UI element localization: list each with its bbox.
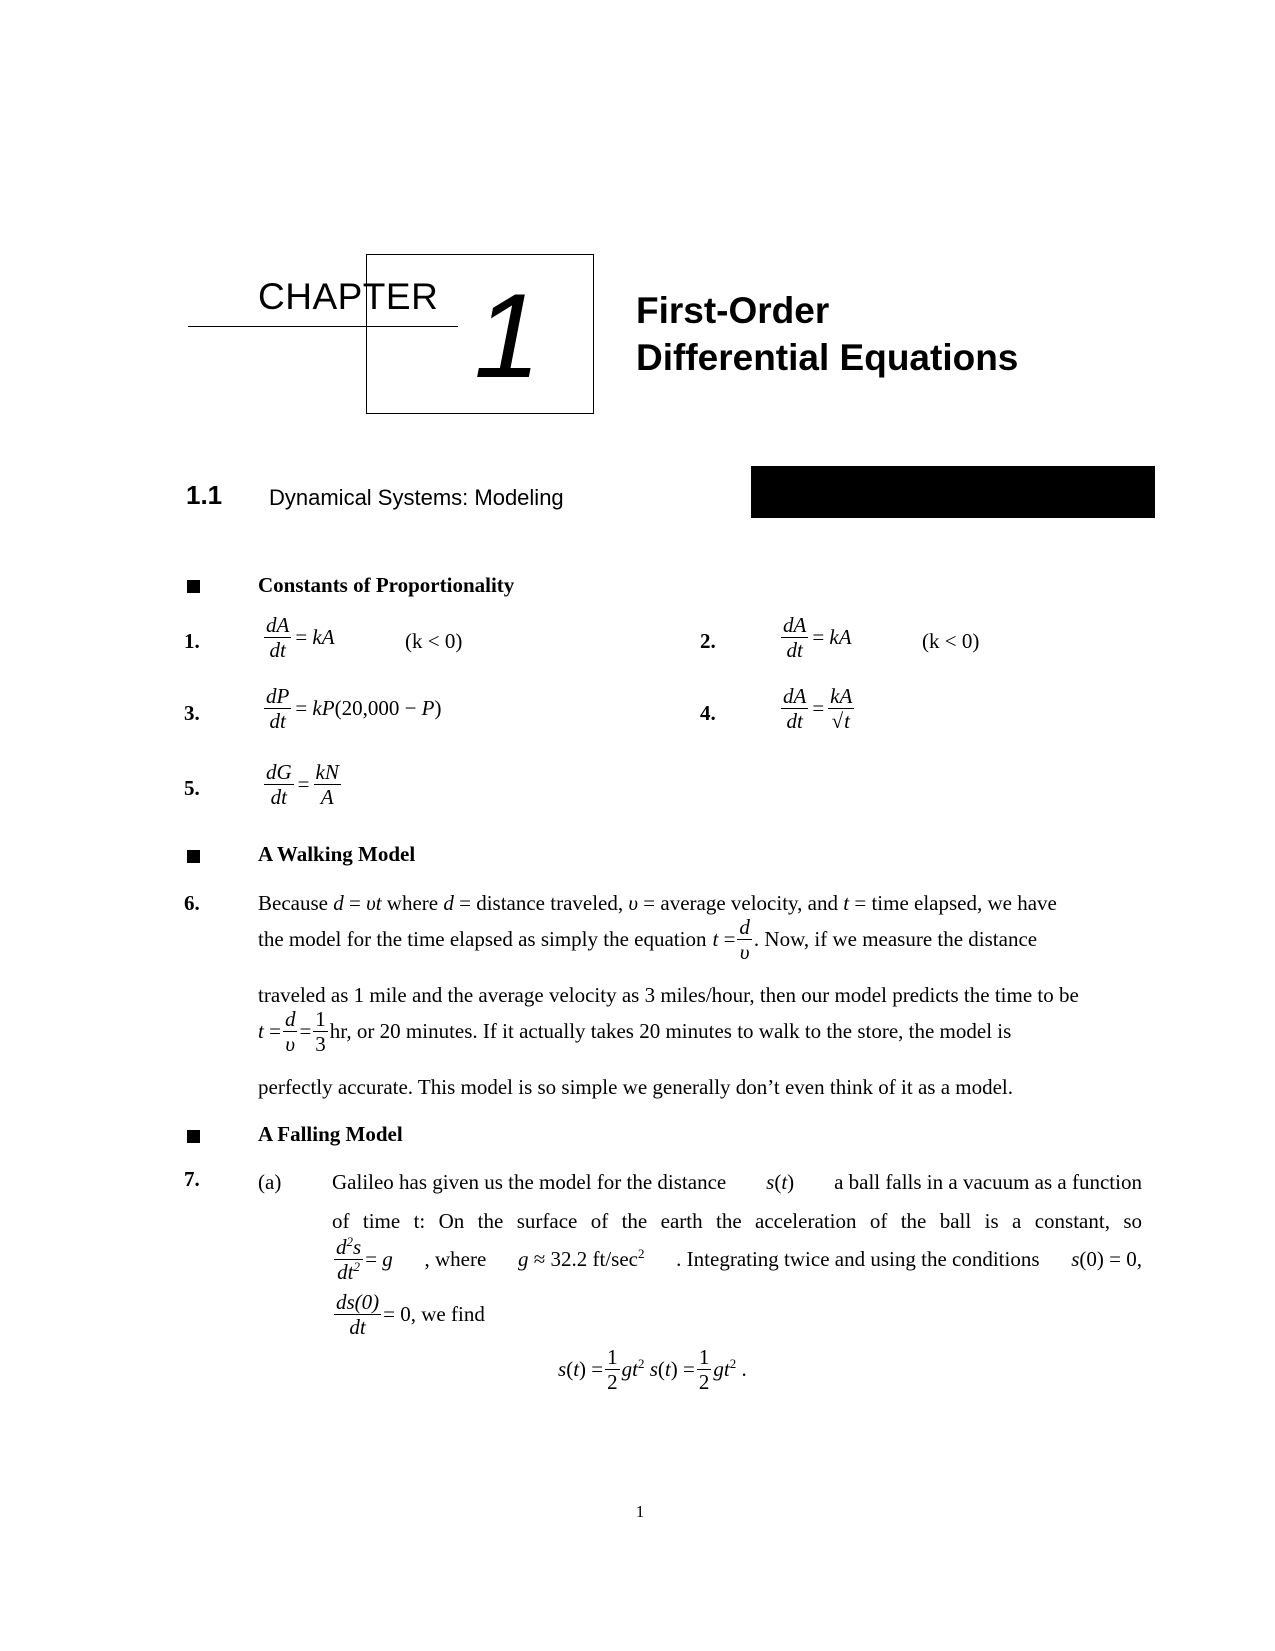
problem-5-label: 5. xyxy=(184,776,200,800)
text-span: where xyxy=(386,891,439,915)
page-number: 1 xyxy=(635,1502,645,1521)
text-span: Because xyxy=(258,891,328,915)
problem-3-label: 3. xyxy=(184,701,200,725)
text-span: a ball falls in a vacuum as a function xyxy=(834,1170,1142,1194)
text-span: time elapsed, we have xyxy=(871,891,1057,915)
problem-7-line-1: Galileo has given us the model for the distance s(t) a ball falls in a vacuum as a function xyxy=(332,1170,1142,1194)
redaction-bar xyxy=(751,466,1155,518)
chapter-title-line2: Differential Equations xyxy=(636,337,1019,378)
problem-7-line-3: $\frac{d^2s}{dt^2}$ = g , where g ≈ 32.2 $ft/\sec^2$ . Integrating twice and using the conditions s(0) = 0, xyxy=(336,1234,1142,1285)
problem-2-equation: $\frac{dA}{dt}$ = kA xyxy=(783,613,852,663)
problem-2-label: 2. xyxy=(700,629,716,653)
problem-1-equation: $\frac{dA}{dt}$ = kA xyxy=(266,613,335,663)
text-span: the model for the time elapsed as simply the equation xyxy=(258,927,707,952)
chapter-title-line1: First-Order xyxy=(636,290,830,331)
problem-6-line-3: traveled as 1 mile and the average velocity as 3 miles/hour, then our model predicts the time to be xyxy=(258,983,1079,1007)
problem-3-equation: $\frac{dP}{dt}$ = kP(20,000 − P) xyxy=(266,684,442,734)
bullet-square xyxy=(187,1130,200,1143)
problem-5-equation: $\frac{dG}{dt}$ = $\frac{kN}{A}$ xyxy=(266,760,339,810)
problem-6-line-1: Because d = υt where d = distance traveled, υ = average velocity, and t = time elapsed, we have xyxy=(258,891,1057,915)
text-span: . Integrating twice and using the conditions xyxy=(676,1247,1040,1272)
problem-7-line-2: of time t: On the surface of the earth the acceleration of the ball is a constant, so xyxy=(332,1209,1142,1233)
chapter-number: 1 xyxy=(474,269,541,403)
problem-1-label: 1. xyxy=(184,629,200,653)
problem-7-part: (a) xyxy=(258,1170,282,1194)
problem-7-line-4: $\frac{ds(0)}{dt}$ = 0 , we find xyxy=(336,1290,485,1340)
text-span: , where xyxy=(424,1247,487,1272)
text-span: distance traveled, xyxy=(476,891,624,915)
problem-2-condition: (k < 0) xyxy=(922,629,980,653)
section-number: 1.1 xyxy=(186,480,223,510)
problem-6-line-5: perfectly accurate. This model is so simple we generally don’t even think of it as a model. xyxy=(258,1075,1014,1099)
problem-1-condition: (k < 0) xyxy=(405,629,463,653)
section-title: Dynamical Systems: Modeling xyxy=(269,485,564,510)
problem-6-line-2: the model for the time elapsed as simply the equation t = $\frac{d}{\upsilon}$ . Now, if we measure the distance xyxy=(258,915,1038,965)
problem-6-line-4: t = $\frac{d}{\upsilon}$ = $\frac{1}{3}$ hr, or 20 minutes. If it actually takes 20 minutes to walk to the store, the model is xyxy=(258,1007,1012,1057)
heading-walking: A Walking Model xyxy=(258,842,416,866)
problem-7-label: 7. xyxy=(184,1167,200,1191)
text-span: . Now, if we measure the distance xyxy=(753,927,1038,952)
text-span: 32.2 ft/sec xyxy=(550,1247,638,1272)
problem-6-label: 6. xyxy=(184,891,200,915)
heading-constants: Constants of Proportionality xyxy=(258,573,515,597)
text-span: average velocity, and xyxy=(660,891,839,915)
text-span: hr, or 20 minutes. If it actually takes 20 minutes to walk to the store, the model is xyxy=(329,1019,1012,1044)
bullet-square xyxy=(187,850,200,863)
problem-4-label: 4. xyxy=(700,701,716,725)
heading-falling: A Falling Model xyxy=(258,1122,403,1146)
text-span: , we find xyxy=(410,1302,485,1327)
problem-7-result-equation: s(t) = $\frac{1}{2}$ $gt^2$ s(t) = $\frac{1}{2}$ $gt^2$ . xyxy=(558,1345,747,1395)
text-span: Galileo has given us the model for the distance xyxy=(332,1170,727,1194)
bullet-square xyxy=(187,580,200,593)
chapter-word: CHAPTER xyxy=(258,276,439,317)
problem-4-equation: $\frac{dA}{dt}$ = $\frac{kA}{√t}$ xyxy=(783,684,853,734)
